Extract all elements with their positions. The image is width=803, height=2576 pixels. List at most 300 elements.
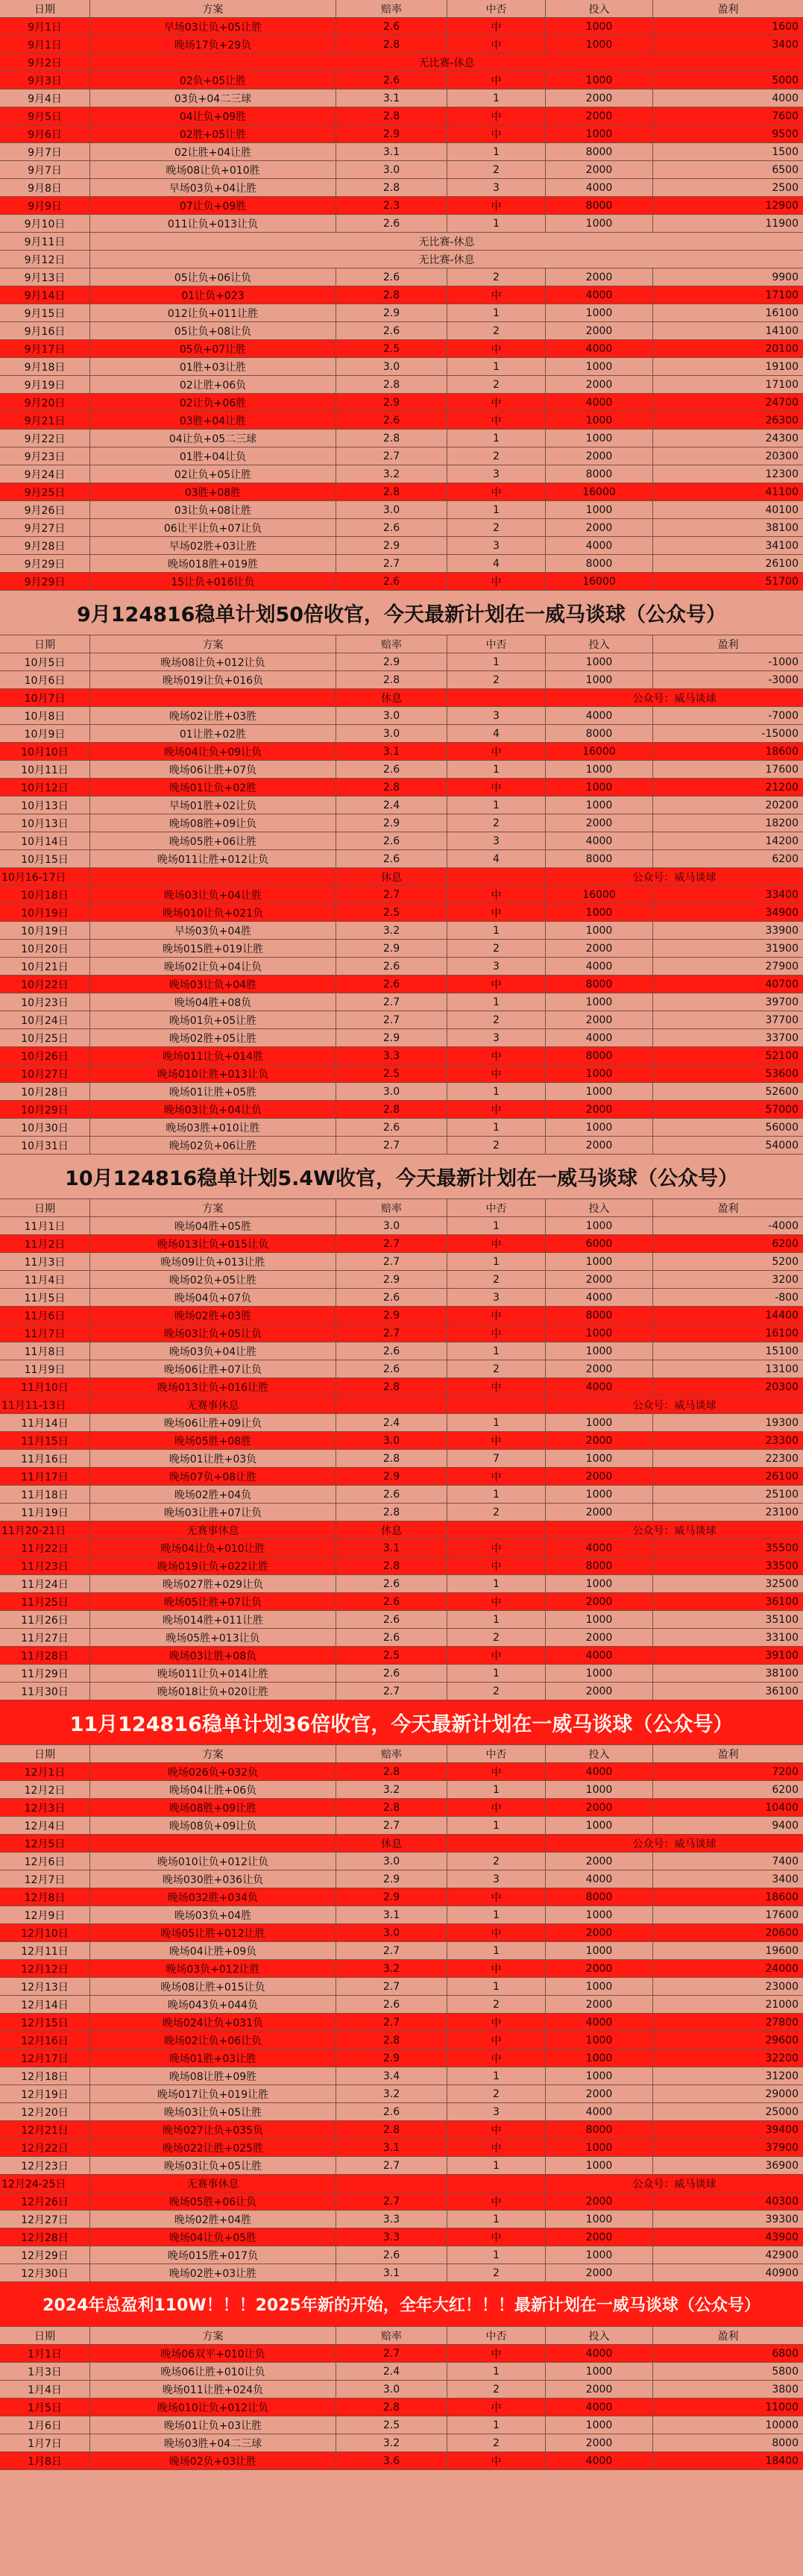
table-cell: 晚场01让胜+05胜 (90, 1083, 336, 1100)
table-cell: 8000 (546, 1557, 653, 1574)
table-cell: 2.6 (336, 1629, 447, 1646)
table-cell: 2 (447, 2264, 546, 2281)
table-cell: 1 (447, 2246, 546, 2264)
column-header: 赔率 (336, 2327, 447, 2344)
table-cell (90, 689, 336, 706)
table-cell: 9月3日 (0, 72, 90, 89)
account-note: 公众号：威马谈球 (632, 871, 717, 884)
table-cell: 1000 (546, 1065, 653, 1082)
table-row (0, 1817, 803, 1835)
table-cell: 9月11日 (0, 233, 90, 250)
table-cell: 2.6 (336, 573, 447, 590)
table-row (0, 1799, 803, 1817)
table-cell: 晚场015胜+019让胜 (90, 940, 336, 957)
table-cell: 12月9日 (0, 1906, 90, 1923)
table-cell: 2.8 (336, 483, 447, 500)
table-cell: 2.6 (336, 1342, 447, 1360)
table-cell: 02让胜+04让胜 (90, 143, 336, 160)
table-cell: 38100 (765, 1667, 799, 1680)
table-cell: 18200 (765, 817, 799, 829)
table-cell: 晚场08让负+010胜 (90, 161, 336, 178)
table-row (0, 1378, 803, 1396)
table-cell: 2.6 (336, 832, 447, 849)
table-cell (447, 868, 546, 885)
table-cell: 39100 (765, 1649, 799, 1662)
table-cell: 1 (447, 501, 546, 518)
table-cell: 1000 (546, 18, 653, 35)
table-cell: 2.6 (336, 2103, 447, 2120)
table-cell: 4000 (546, 707, 653, 724)
table-cell: 2.6 (336, 1119, 447, 1136)
table-row (0, 2345, 803, 2363)
table-row (0, 1396, 803, 1414)
table-cell: 9月7日 (0, 161, 90, 178)
table-cell: 10月9日 (0, 725, 90, 742)
table-cell: 9月1日 (0, 18, 90, 35)
table-cell: 3800 (772, 2383, 799, 2396)
table-cell: 10月27日 (0, 1065, 90, 1082)
table-cell: 中 (447, 107, 546, 125)
table-cell: 10月10日 (0, 743, 90, 760)
table-cell: 1000 (546, 430, 653, 447)
table-cell: 1000 (546, 2049, 653, 2067)
table-cell: 9月7日 (0, 143, 90, 160)
table-cell: 02让胜+06负 (90, 376, 336, 393)
table-cell: 休息 (336, 1835, 447, 1852)
table-cell: 2 (447, 376, 546, 393)
column-header: 方案 (90, 635, 336, 653)
table-cell: 3.1 (336, 89, 447, 107)
table-cell: 11月2日 (0, 1235, 90, 1252)
table-row (0, 761, 803, 779)
table-cell: 4000 (546, 179, 653, 196)
table-cell: 10400 (765, 1801, 799, 1814)
table-cell: 3 (447, 179, 546, 196)
table-row (0, 904, 803, 922)
table-row (0, 1065, 803, 1083)
table-cell: 9月21日 (0, 412, 90, 429)
table-cell: 2.5 (336, 904, 447, 921)
table-row (0, 1083, 803, 1101)
table-cell: 11月4日 (0, 1271, 90, 1288)
table-row (0, 1468, 803, 1486)
table-cell: 4000 (546, 1539, 653, 1556)
table-cell: 1 (447, 304, 546, 321)
table-cell: 中 (447, 412, 546, 429)
table-cell: 1 (447, 1414, 546, 1431)
table-cell: 2.6 (336, 18, 447, 35)
table-cell: 11月9日 (0, 1360, 90, 1377)
table-cell: 2.6 (336, 412, 447, 429)
table-cell: 10000 (765, 2419, 799, 2431)
table-cell: 8000 (546, 725, 653, 742)
table-cell: 6500 (772, 163, 799, 176)
table-cell: 34100 (765, 539, 799, 552)
table-cell: 晚场010让胜+013让负 (90, 1065, 336, 1082)
table-cell: 36100 (765, 1595, 799, 1608)
table-cell: 10月20日 (0, 940, 90, 957)
table-cell: 3 (447, 465, 546, 483)
table-cell: 9500 (772, 128, 799, 140)
table-cell: 11000 (765, 2401, 799, 2413)
table-row (0, 779, 803, 797)
table-cell: 1000 (546, 904, 653, 921)
table-cell: 4000 (546, 2452, 653, 2469)
table-cell: 10月23日 (0, 993, 90, 1011)
table-cell: 晚场02负+06让胜 (90, 1137, 336, 1154)
column-header: 日期 (0, 0, 90, 17)
table-cell: 8000 (546, 1888, 653, 1906)
table-cell: 8000 (546, 143, 653, 160)
column-header: 投入 (546, 1745, 653, 1762)
table-row (0, 412, 803, 430)
table-cell: 17600 (765, 1909, 799, 1921)
column-header: 方案 (90, 1199, 336, 1216)
table-cell: 晚场03让负+04让负 (90, 1101, 336, 1118)
table-cell: 晚场017让负+019让胜 (90, 2085, 336, 2102)
table-cell: 晚场02胜+03让胜 (90, 2264, 336, 2281)
table-cell: 10月15日 (0, 850, 90, 867)
table-cell: 1月4日 (0, 2381, 90, 2398)
table-cell: 14400 (765, 1309, 799, 1322)
table-cell: 2 (447, 519, 546, 536)
table-cell: 2500 (772, 181, 799, 194)
table-row (0, 958, 803, 976)
table-cell: 2 (447, 1996, 546, 2013)
table-cell: 晚场03让负+05让胜 (90, 2157, 336, 2174)
table-cell: 1000 (546, 653, 653, 670)
table-cell: 2.4 (336, 2363, 447, 2380)
table-row (0, 1360, 803, 1378)
table-cell: 011让负+013让负 (90, 215, 336, 232)
table-cell: 12月8日 (0, 1888, 90, 1906)
table-cell: 29600 (765, 2034, 799, 2046)
table-cell: 2.6 (336, 850, 447, 867)
table-cell: 43900 (765, 2231, 799, 2243)
table-cell: 中 (447, 72, 546, 89)
table-cell: 1月3日 (0, 2363, 90, 2380)
table-cell: 37900 (765, 2141, 799, 2154)
table-header-row (0, 635, 803, 653)
table-cell: 中 (447, 2452, 546, 2469)
table-cell: 2.6 (336, 1593, 447, 1610)
table-cell: 9月20日 (0, 394, 90, 411)
table-cell: 中 (447, 779, 546, 796)
table-cell: 11月22日 (0, 1539, 90, 1556)
table-cell: 1000 (546, 1342, 653, 1360)
table-cell: 12月24-25日 (0, 2175, 90, 2192)
table-cell: 2.7 (336, 1978, 447, 1995)
table-cell: 3.3 (336, 1047, 447, 1064)
column-header: 赔率 (336, 1199, 447, 1216)
table-cell: 12月21日 (0, 2121, 90, 2138)
table-cell: 12月7日 (0, 1870, 90, 1888)
table-cell: 2.7 (336, 447, 447, 465)
table-cell: 12月20日 (0, 2103, 90, 2120)
table-cell: 04让负+05二三球 (90, 430, 336, 447)
table-cell: 2 (447, 1011, 546, 1028)
table-cell: 4 (447, 850, 546, 867)
table-cell: 无赛事休息 (90, 1521, 336, 1539)
table-cell: 早场03负+04胜 (90, 922, 336, 939)
table-cell: 3 (447, 2103, 546, 2120)
table-cell: 晚场01让负+02胜 (90, 779, 336, 796)
table-cell: 3.0 (336, 725, 447, 742)
table-cell: 01让胜+02胜 (90, 725, 336, 742)
table-cell: 3.6 (336, 2452, 447, 2469)
table-cell: 1 (447, 1781, 546, 1798)
account-note: 公众号：威马谈球 (632, 692, 717, 705)
account-note: 公众号：威马谈球 (632, 2178, 717, 2190)
table-cell: 1000 (546, 993, 653, 1011)
table-cell: 中 (447, 2014, 546, 2031)
table-cell: 3 (447, 832, 546, 849)
table-cell: 2.7 (336, 2157, 447, 2174)
table-cell: 晚场022让胜+025胜 (90, 2139, 336, 2156)
table-cell: 3400 (772, 1873, 799, 1885)
table-cell: 晚场04负+07负 (90, 1289, 336, 1306)
table-row (0, 555, 803, 573)
table-cell: 中 (447, 573, 546, 590)
table-cell: 晚场043负+044负 (90, 1996, 336, 2013)
table-cell: 2.8 (336, 376, 447, 393)
table-row (0, 2049, 803, 2067)
table-row (0, 1835, 803, 1853)
table-cell: 1000 (546, 671, 653, 688)
table-cell: -3000 (768, 673, 799, 686)
table-cell: 1000 (546, 358, 653, 375)
table-cell: 1000 (546, 2416, 653, 2434)
table-cell: 晚场02胜+04负 (90, 1486, 336, 1503)
table-cell: 2.6 (336, 1665, 447, 1682)
table-cell: 2 (447, 814, 546, 832)
table-cell: 中 (447, 904, 546, 921)
table-row (0, 2014, 803, 2032)
table-cell: 3.4 (336, 2067, 447, 2085)
table-cell: 1000 (546, 304, 653, 321)
table-cell: 1000 (546, 1611, 653, 1628)
table-cell: 晚场019让负+016负 (90, 671, 336, 688)
table-cell: 9月19日 (0, 376, 90, 393)
table-cell: 9月25日 (0, 483, 90, 500)
table-cell: 1000 (546, 1217, 653, 1234)
table-cell: 12月26日 (0, 2193, 90, 2210)
table-row (0, 1888, 803, 1906)
table-cell: 中 (447, 1647, 546, 1664)
table-cell: 中 (447, 2139, 546, 2156)
table-row (0, 1960, 803, 1978)
table-cell: 01胜+04让负 (90, 447, 336, 465)
table-cell: 晚场018让负+020让胜 (90, 1683, 336, 1700)
table-row (0, 2228, 803, 2246)
table-cell: 10月26日 (0, 1047, 90, 1064)
table-cell: 2000 (546, 1101, 653, 1118)
table-cell: 晚场032胜+034负 (90, 1888, 336, 1906)
table-cell: 2.7 (336, 1817, 447, 1834)
table-cell: 2.9 (336, 2049, 447, 2067)
table-row (0, 1906, 803, 1924)
table-cell: 4000 (546, 1647, 653, 1664)
table-cell: 中 (447, 1763, 546, 1780)
table-cell: 2.8 (336, 1101, 447, 1118)
table-cell: 02让负+06胜 (90, 394, 336, 411)
table-cell: 12月11日 (0, 1942, 90, 1959)
table-cell: 晚场07负+08让胜 (90, 1468, 336, 1485)
table-cell: 04让负+09胜 (90, 107, 336, 125)
table-cell: 中 (447, 1960, 546, 1977)
table-cell: 1 (447, 1942, 546, 1959)
table-cell: 4000 (546, 286, 653, 304)
table-cell: 19100 (765, 360, 799, 373)
table-cell: 18600 (765, 745, 799, 758)
table-cell: 1000 (546, 797, 653, 814)
table-cell: 晚场08让胜+015让负 (90, 1978, 336, 1995)
table-row (0, 447, 803, 465)
table-cell: 晚场04让胜+06负 (90, 1781, 336, 1798)
table-cell: 2.9 (336, 1468, 447, 1485)
table-cell: 12月2日 (0, 1781, 90, 1798)
table-cell: 2.6 (336, 976, 447, 993)
table-cell: 2000 (546, 2264, 653, 2281)
table-row (0, 1137, 803, 1155)
table-cell: 24300 (765, 432, 799, 444)
table-header-row (0, 2327, 803, 2345)
table-cell: 52100 (765, 1049, 799, 1062)
table-row (0, 1781, 803, 1799)
table-row (0, 1342, 803, 1360)
table-cell: 39300 (765, 2213, 799, 2225)
table-cell: 9月15日 (0, 304, 90, 321)
table-cell: 12月1日 (0, 1763, 90, 1780)
table-cell: 2.9 (336, 1888, 447, 1906)
table-cell: 20100 (765, 342, 799, 355)
table-cell: 2.6 (336, 1360, 447, 1377)
table-cell: 01让负+023 (90, 286, 336, 304)
table-cell: 中 (447, 1307, 546, 1324)
table-cell: 2.6 (336, 1575, 447, 1592)
table-cell: 晚场02胜+03胜 (90, 1307, 336, 1324)
table-cell: 3 (447, 1289, 546, 1306)
table-cell: 1 (447, 1978, 546, 1995)
table-cell: 9月27日 (0, 519, 90, 536)
table-cell: 19600 (765, 1944, 799, 1957)
table-cell: 8000 (546, 197, 653, 214)
table-cell: 05让负+06让负 (90, 268, 336, 286)
table-row (0, 1924, 803, 1942)
table-row (0, 2398, 803, 2416)
table-cell: 中 (447, 483, 546, 500)
table-cell: 3.2 (336, 1781, 447, 1798)
table-cell: 2.8 (336, 286, 447, 304)
table-cell: 27900 (765, 960, 799, 973)
table-cell: 5800 (772, 2365, 799, 2378)
table-row (0, 2032, 803, 2049)
table-cell: 晚场027让负+035负 (90, 2121, 336, 2138)
table-cell: 2.6 (336, 1486, 447, 1503)
table-cell: 晚场01让负+03让胜 (90, 2416, 336, 2434)
table-cell: 42900 (765, 2249, 799, 2261)
table-cell: 40100 (765, 503, 799, 516)
table-cell: 晚场015胜+017负 (90, 2246, 336, 2264)
table-cell: 16000 (546, 573, 653, 590)
table-cell: 2.8 (336, 179, 447, 196)
table-cell: 1 (447, 1486, 546, 1503)
table-cell: 1 (447, 797, 546, 814)
table-cell: 4000 (546, 2345, 653, 2362)
table-cell: 中 (447, 2032, 546, 2049)
table-cell: 晚场04让负+010让胜 (90, 1539, 336, 1556)
table-cell: 晚场09让负+013让胜 (90, 1253, 336, 1270)
table-row (0, 36, 803, 54)
table-cell: 晚场024让负+031负 (90, 2014, 336, 2031)
table-cell: 9月16日 (0, 322, 90, 339)
table-cell: 11月14日 (0, 1414, 90, 1431)
account-note: 公众号：威马谈球 (632, 1399, 717, 1412)
table-cell: 10月18日 (0, 886, 90, 903)
table-cell: 3.0 (336, 707, 447, 724)
table-cell: 1000 (546, 1817, 653, 1834)
table-cell: 12月22日 (0, 2139, 90, 2156)
table-cell: 2000 (546, 268, 653, 286)
table-row (0, 2121, 803, 2139)
table-cell (90, 868, 336, 885)
table-cell: 中 (447, 1539, 546, 1556)
table-row (0, 1450, 803, 1468)
table-row (0, 2085, 803, 2103)
table-cell: 9月4日 (0, 89, 90, 107)
table-cell: 27800 (765, 2016, 799, 2029)
table-cell: 2 (447, 161, 546, 178)
table-cell: 2.8 (336, 2121, 447, 2138)
table-cell: 2.9 (336, 304, 447, 321)
table-row (0, 2416, 803, 2434)
table-cell: 2000 (546, 89, 653, 107)
table-cell: 03负+04二三球 (90, 89, 336, 107)
table-cell: 12月23日 (0, 2157, 90, 2174)
table-row (0, 868, 803, 886)
column-header: 方案 (90, 2327, 336, 2344)
table-cell: 2 (447, 2085, 546, 2102)
table-cell: 11月20-21日 (0, 1521, 90, 1539)
table-cell (336, 1396, 447, 1413)
table-cell: 1000 (546, 1575, 653, 1592)
column-header: 日期 (0, 2327, 90, 2344)
table-row (0, 653, 803, 671)
table-cell: 1 (447, 1342, 546, 1360)
table-cell: 12月10日 (0, 1924, 90, 1941)
table-cell: 32500 (765, 1577, 799, 1590)
table-cell: 2.7 (336, 2193, 447, 2210)
table-cell: 中 (447, 1557, 546, 1574)
table-cell: 9月2日 (0, 54, 90, 71)
table-cell: 晚场08胜+09让负 (90, 814, 336, 832)
table-cell: 05负+07让胜 (90, 340, 336, 357)
table-cell: 10月21日 (0, 958, 90, 975)
table-row (0, 197, 803, 215)
table-row (0, 2363, 803, 2381)
table-cell: 2.8 (336, 2032, 447, 2049)
table-cell: 中 (447, 1325, 546, 1342)
table-cell: 07让负+09胜 (90, 197, 336, 214)
table-cell: 6000 (546, 1235, 653, 1252)
table-cell: 7400 (772, 1855, 799, 1867)
table-cell: 2.8 (336, 36, 447, 53)
table-cell: 16000 (546, 483, 653, 500)
table-cell: 3.2 (336, 1960, 447, 1977)
table-cell: 16100 (765, 307, 799, 319)
column-header: 赔率 (336, 1745, 447, 1762)
table-row (0, 2246, 803, 2264)
